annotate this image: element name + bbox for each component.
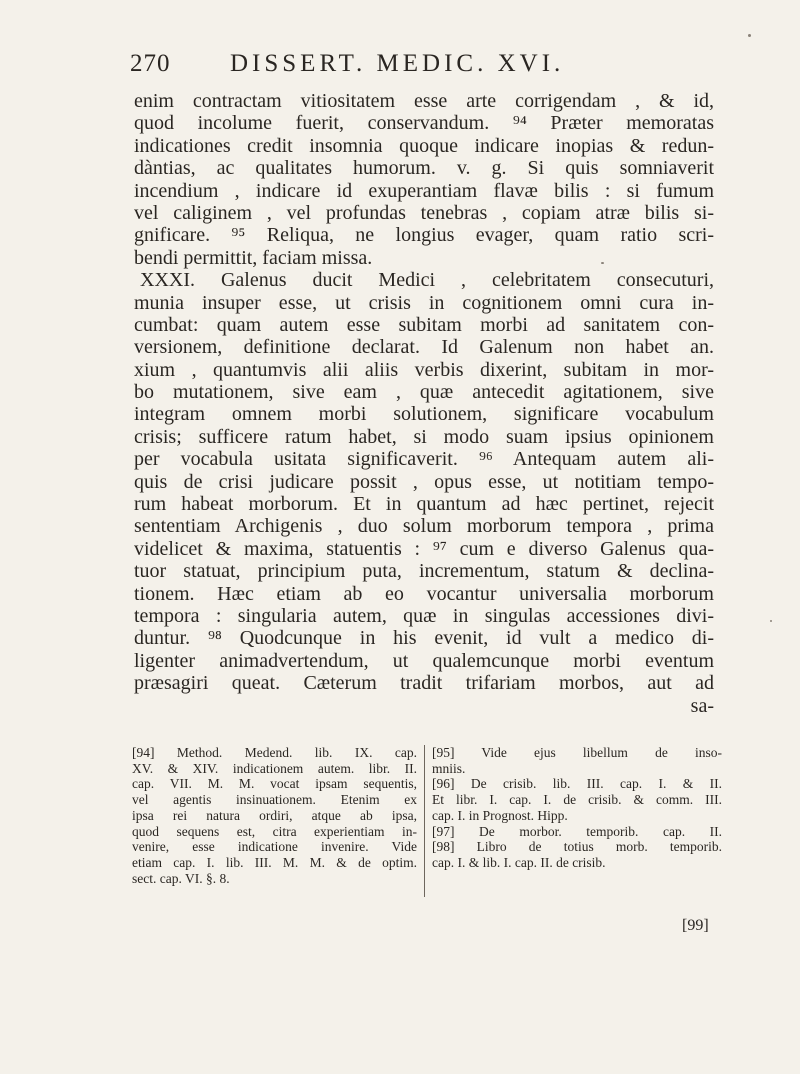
body-line: xium , quantumvis alii aliis verbis dixerint, subitam in mor- [134,358,714,381]
body-line: indicationes credit insomnia quoque indicare inopias & redun- [134,134,714,157]
body-line: per vocabula usitata significaverit. ⁹⁶ Antequam autem ali- [134,448,714,471]
footnote-line: [98] Libro de totius morb. temporib. [432,839,722,855]
running-title: DISSERT. MEDIC. XVI. [230,50,565,77]
footnote-line: sect. cap. VI. §. 8. [132,870,230,886]
body-line: tempora : singularia autem, quæ in singulas accessiones divi- [134,604,714,627]
footnote-line: Et libr. I. cap. I. de crisib. & comm. III. [432,792,722,808]
footnotes [132,745,722,905]
body-line: quod incolume fuerit, conservandum. ⁹⁴ Præter memoratas [134,112,714,135]
body-line: gnificare. ⁹⁵ Reliqua, ne longius evager, quam ratio scri- [134,224,714,247]
catchword: [99] [682,917,709,934]
footnote-divider [424,745,425,897]
footnote-line: [95] Vide ejus libellum de inso- [432,745,722,760]
footnotes-left-column [132,745,417,886]
body-line: sententiam Archigenis , duo solum morborum tempora , prima [134,515,714,538]
body-line: quis de crisi judicare possit , opus esse, ut notitiam tempo- [134,470,714,493]
footnote-line: cap. I. & lib. I. cap. II. de crisib. [432,854,606,870]
footnote-line: vel agentis insinuationem. Etenim ex [132,792,417,808]
body-text [134,90,714,717]
footnote-line: quod sequens est, citra experientiam in- [132,823,417,839]
paper-speck [748,34,751,37]
body-line: integram omnem morbi solutionem, significare vocabulum [134,403,714,426]
body-line: dàntias, ac qualitates humorum. v. g. Si quis somniaverit [134,157,714,180]
body-line: bo mutationem, sive eam , quæ antecedit agitationem, sive [134,381,714,404]
footnote-line: cap. I. in Prognost. Hipp. [432,807,568,823]
page-number: 270 [130,50,171,77]
footnote-line: mniis. [432,760,466,776]
footnote-line: XV. & XIV. indicationem autem. libr. II. [132,760,417,776]
body-line: vel caliginem , vel profundas tenebras , copiam atræ bilis si- [134,201,714,224]
paper-speck [601,262,604,264]
footnote-line: etiam cap. I. lib. III. M. M. & de optim. [132,854,417,870]
body-line: præsagiri queat. Cæterum tradit trifariam morbos, aut ad [134,672,714,695]
footnote-line: [97] De morbor. temporib. cap. II. [432,823,722,839]
body-line: incendium , indicare id exuperantiam flavæ bilis : si fumum [134,179,714,202]
body-line: tuor statuat, principium puta, incrementum, statum & declina- [134,560,714,583]
body-line: ligenter animadvertendum, ut qualemcunque morbi eventum [134,649,714,672]
body-line: cumbat: quam autem esse subitam morbi ad sanitatem con- [134,313,714,336]
paper-speck [770,620,772,622]
running-head [130,50,730,86]
footnote-line: cap. VII. M. M. vocat ipsam sequentis, [132,776,417,792]
hyphen-catch-line: sa- [690,694,714,717]
body-line: versionem, definitione declarat. Id Galenum non habet an. [134,336,714,359]
body-line: bendi permittit, faciam missa. [134,246,373,269]
body-line: enim contractam vitiositatem esse arte corrigendam , & id, [134,90,714,112]
body-line: tionem. Hæc etiam ab eo vocantur universalia morborum [134,582,714,605]
body-line: duntur. ⁹⁸ Quodcunque in his evenit, id vult a medico di- [134,627,714,650]
footnote-line: [94] Method. Medend. lib. IX. cap. [132,745,417,760]
footnotes-right-column [432,745,722,871]
body-line: rum habeat morborum. Et in quantum ad hæc pertinet, rejecit [134,493,714,516]
section-heading-line: XXXI. Galenus ducit Medici , celebritatem consecuturi, [140,269,714,292]
footnote-line: [96] De crisib. lib. III. cap. I. & II. [432,776,722,792]
body-line: crisis; sufficere ratum habet, si modo suam ipsius opinionem [134,425,714,448]
footnote-line: ipsa rei natura ordiri, atque ab ipsa, [132,807,417,823]
body-line: videlicet & maxima, statuentis : ⁹⁷ cum e diverso Galenus qua- [134,537,714,560]
footnote-line: venire, esse indicatione invenire. Vide [132,839,417,855]
body-line: munia insuper esse, ut crisis in cognitionem omni cura in- [134,291,714,314]
